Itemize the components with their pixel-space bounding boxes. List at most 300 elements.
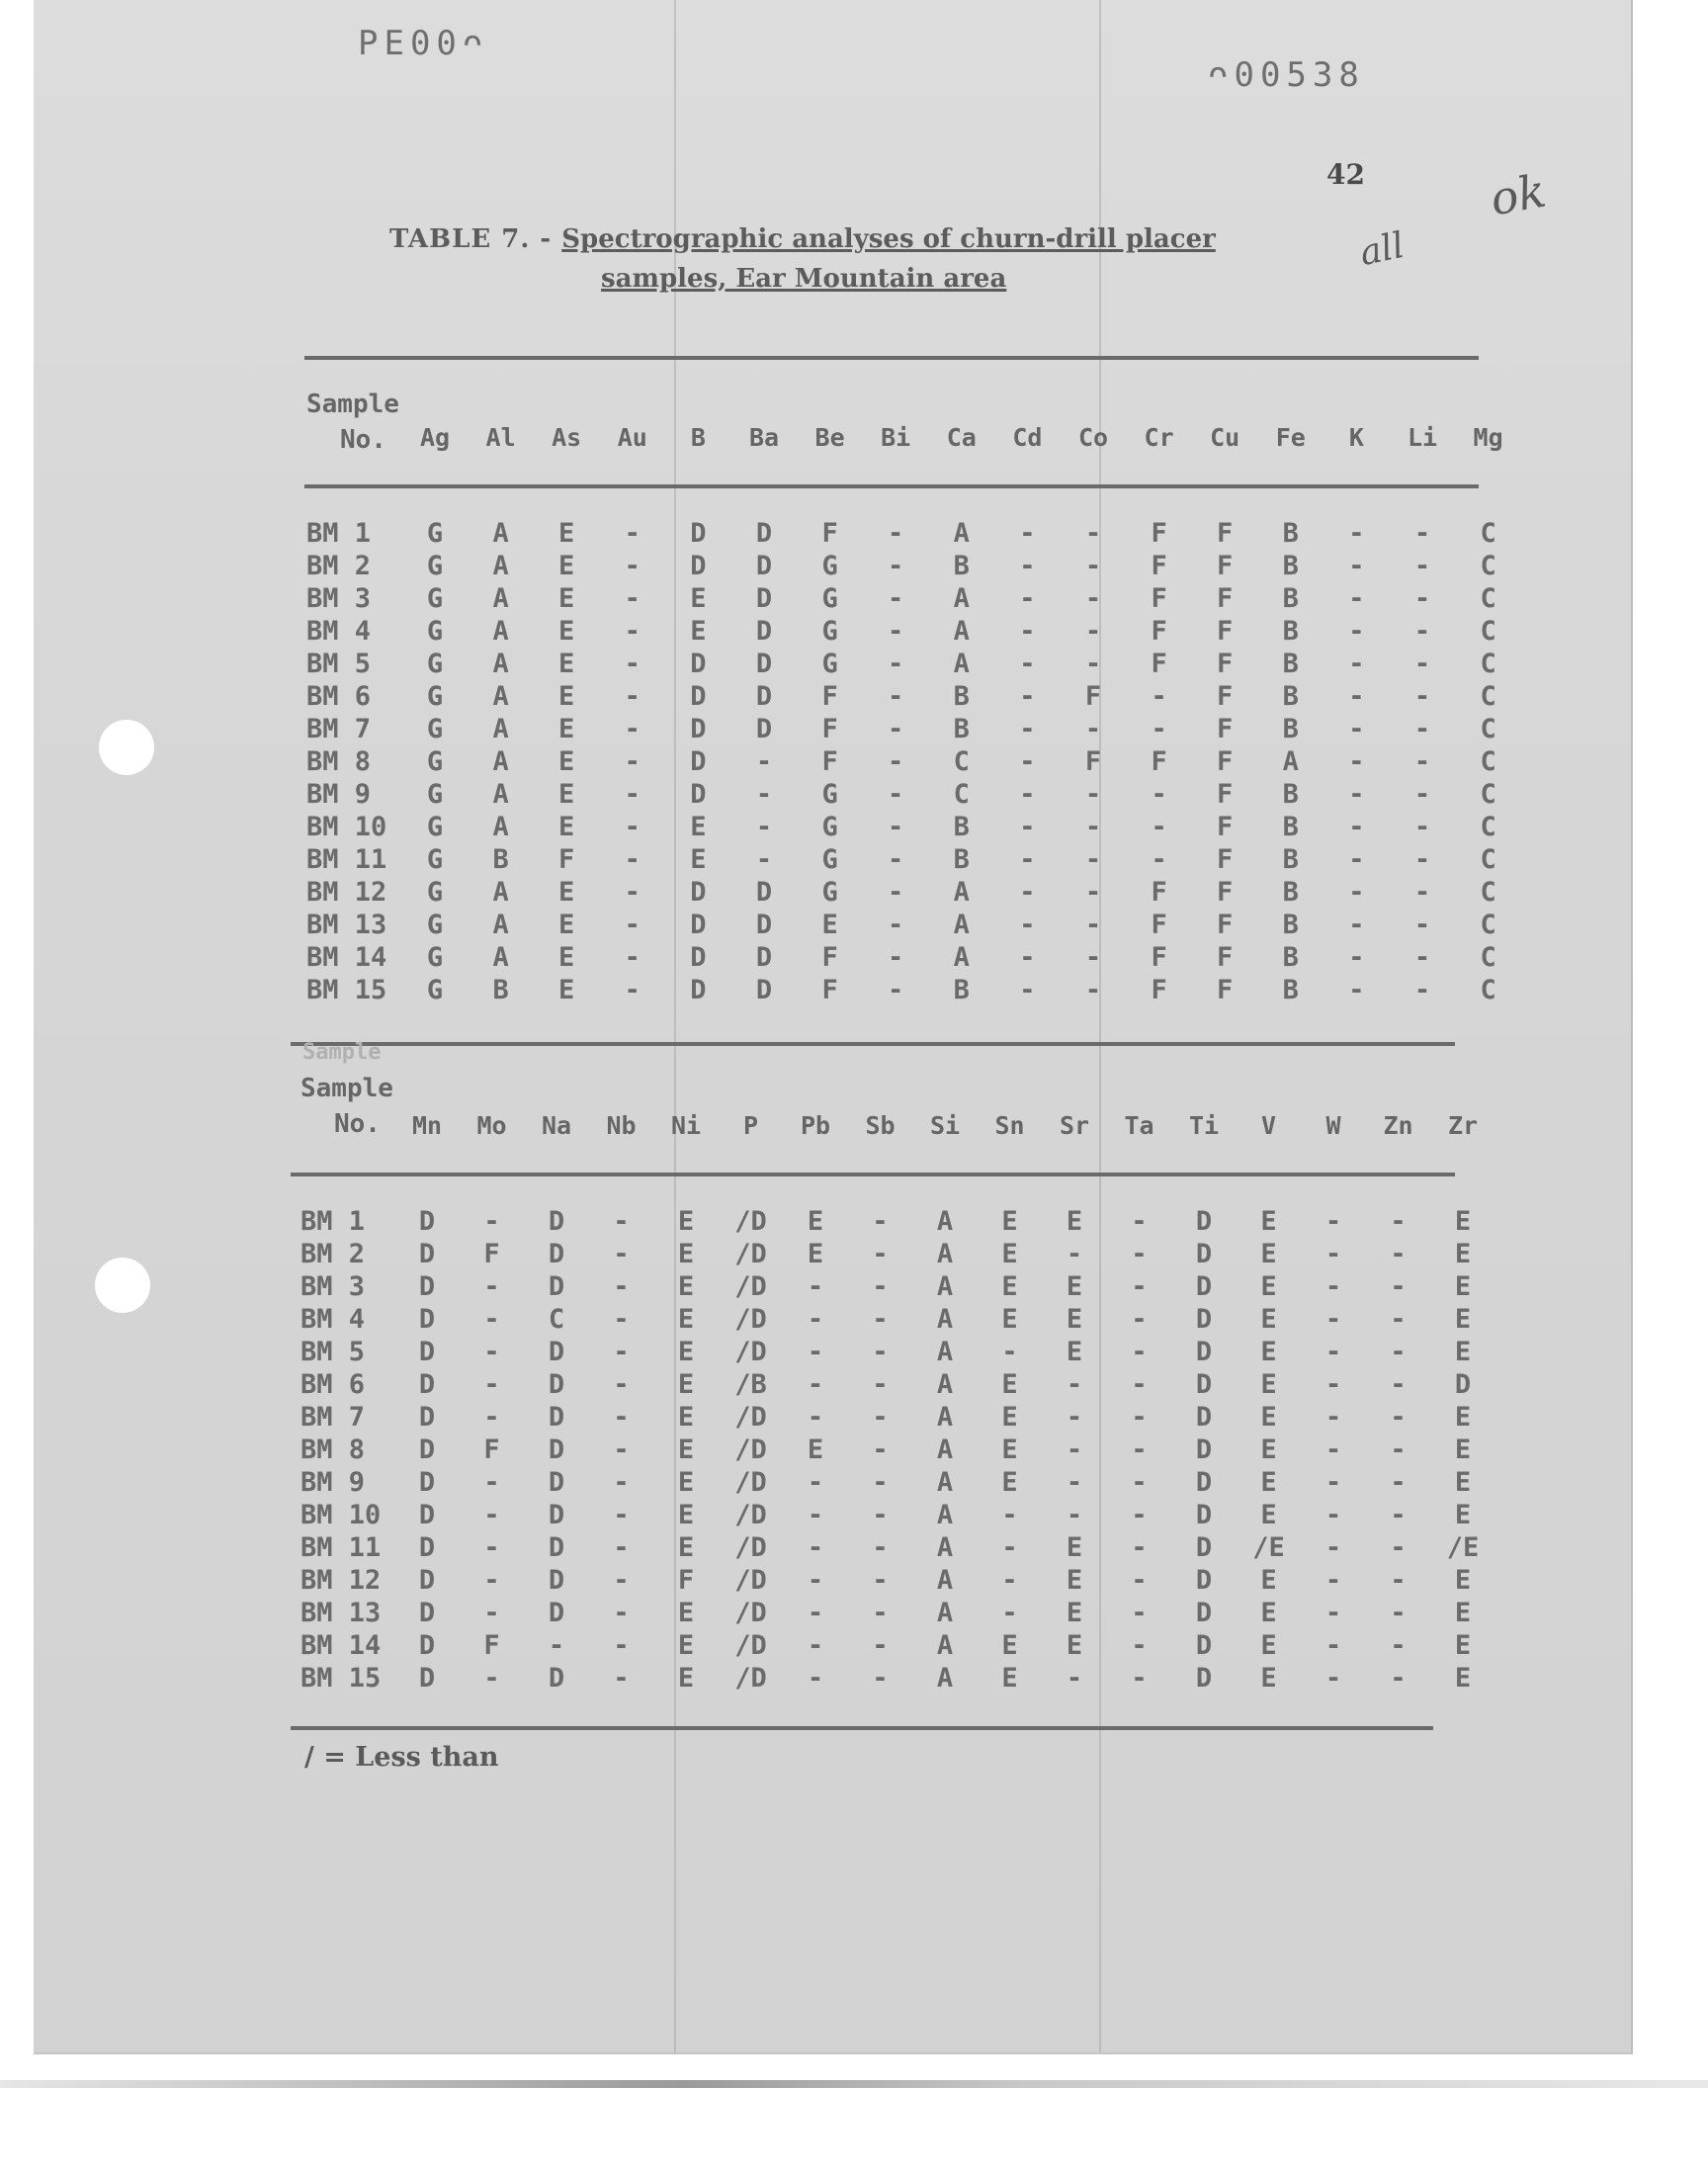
table-cell: - <box>872 1663 889 1694</box>
table-cell: - <box>1348 714 1365 744</box>
table-cell: C <box>1480 616 1496 647</box>
table-cell: - <box>483 1500 500 1530</box>
table-cell: - <box>1324 1565 1342 1596</box>
table-cell: D <box>755 975 773 1005</box>
table-cell: E <box>690 583 707 614</box>
table-row <box>300 1598 1487 1630</box>
table-cell: E <box>677 1369 695 1400</box>
sample-id: BM 11 <box>300 1532 382 1563</box>
table-cell: - <box>1413 877 1431 908</box>
table-cell: - <box>1131 1337 1148 1367</box>
table-cell: - <box>1019 942 1036 973</box>
table-cell: A <box>953 583 970 614</box>
table-cell: - <box>1324 1630 1342 1661</box>
table-cell: C <box>1480 844 1496 875</box>
table-cell: - <box>1019 681 1036 712</box>
table-cell: - <box>1348 649 1365 679</box>
table-cell: - <box>1324 1271 1342 1302</box>
table-cell: - <box>483 1369 500 1400</box>
table-cell: - <box>1019 877 1036 908</box>
table1-col-au: Au <box>617 423 647 452</box>
table-cell: - <box>1324 1532 1342 1563</box>
table-cell: D <box>755 910 773 940</box>
table-row <box>306 583 1496 616</box>
table-cell: A <box>936 1467 954 1498</box>
table2-bottom-rule <box>291 1726 1433 1730</box>
table-cell: - <box>1131 1630 1148 1661</box>
table-cell: A <box>492 583 509 614</box>
table-cell: E <box>677 1239 695 1269</box>
table-cell: F <box>821 746 838 777</box>
sample-id: BM 7 <box>306 714 372 744</box>
table1-col-ca: Ca <box>946 423 977 452</box>
table-cell: D <box>418 1663 436 1694</box>
table-cell: - <box>1348 910 1365 940</box>
table-cell: A <box>936 1435 954 1465</box>
table-cell: - <box>1084 583 1102 614</box>
stamp-number-top-left: PE00ᴖ <box>358 24 489 63</box>
table-cell: F <box>558 844 575 875</box>
table-cell: G <box>821 649 838 679</box>
table-cell: - <box>1390 1271 1407 1302</box>
table-cell: D <box>1195 1565 1213 1596</box>
table-row <box>300 1663 1487 1696</box>
table-cell: - <box>1151 714 1167 744</box>
table-cell: - <box>1019 812 1036 842</box>
table-cell: - <box>1019 746 1036 777</box>
table-cell: B <box>492 844 509 875</box>
sample-id: BM 13 <box>300 1598 382 1628</box>
table-cell: - <box>1413 681 1431 712</box>
sample-id: BM 3 <box>300 1271 366 1302</box>
table-cell: G <box>426 518 444 549</box>
table-cell: - <box>613 1565 630 1596</box>
table-row <box>306 518 1496 551</box>
table-cell: - <box>613 1663 630 1694</box>
table-cell: - <box>1066 1467 1083 1498</box>
table-cell: - <box>483 1467 500 1498</box>
table-cell: - <box>613 1271 630 1302</box>
table-cell: - <box>1390 1500 1407 1530</box>
table-row <box>300 1435 1487 1467</box>
footnote-less-than: / = Less than <box>304 1742 499 1773</box>
table-cell: E <box>1260 1500 1277 1530</box>
table-cell: E <box>1066 1271 1083 1302</box>
table-cell: - <box>1019 583 1036 614</box>
table-cell: F <box>1151 942 1167 973</box>
table-row <box>300 1271 1487 1304</box>
table-cell: B <box>1282 877 1299 908</box>
table-cell: E <box>807 1239 824 1269</box>
table-cell: E <box>558 877 575 908</box>
table-title <box>389 219 1338 299</box>
sample-id: BM 13 <box>306 910 387 940</box>
table-cell: A <box>936 1565 954 1596</box>
table-cell: D <box>690 681 707 712</box>
sample-id: BM 10 <box>300 1500 382 1530</box>
table-cell: D <box>755 616 773 647</box>
table2-sample-label: Sample <box>300 1074 393 1103</box>
table-cell: - <box>1066 1435 1083 1465</box>
table-cell: F <box>1151 910 1167 940</box>
table-cell: B <box>953 551 970 581</box>
handwritten-all: all <box>1356 224 1409 275</box>
table-cell: B <box>1282 779 1299 810</box>
table-cell: E <box>807 1206 824 1237</box>
table-cell: - <box>613 1435 630 1465</box>
table-title-line-1: Spectrographic analyses of churn-drill placer <box>561 224 1216 254</box>
table-cell: D <box>690 942 707 973</box>
table-cell: F <box>483 1239 500 1269</box>
table-cell: - <box>1131 1467 1148 1498</box>
table-cell: G <box>426 942 444 973</box>
table-cell: - <box>624 877 640 908</box>
table2-col-pb: Pb <box>800 1111 831 1140</box>
document-sheet <box>34 0 1633 2054</box>
table-cell: D <box>418 1532 436 1563</box>
scan-edge-bar <box>0 2080 1708 2088</box>
table-cell: - <box>1324 1435 1342 1465</box>
table-cell: - <box>1324 1500 1342 1530</box>
table-cell: - <box>888 583 904 614</box>
table-cell: A <box>936 1663 954 1694</box>
table-cell: B <box>1282 681 1299 712</box>
table-cell: E <box>558 551 575 581</box>
table-cell: F <box>1084 746 1102 777</box>
table2-col-na: Na <box>541 1111 572 1140</box>
table-cell: - <box>483 1271 500 1302</box>
table-cell: - <box>624 844 640 875</box>
table-cell: - <box>1001 1500 1018 1530</box>
table-cell: A <box>492 681 509 712</box>
table1-sample-label: Sample <box>306 390 399 419</box>
table-cell: - <box>1084 779 1102 810</box>
table-cell: - <box>1324 1337 1342 1367</box>
table-cell: F <box>1217 975 1234 1005</box>
table-cell: - <box>1001 1532 1018 1563</box>
sample-id: BM 12 <box>306 877 387 908</box>
table2-ghost-label: Sample <box>302 1040 382 1065</box>
table-cell: - <box>613 1337 630 1367</box>
table-cell: - <box>1131 1402 1148 1433</box>
table-cell: D <box>1195 1304 1213 1335</box>
table-cell: E <box>1001 1630 1018 1661</box>
table-cell: A <box>492 551 509 581</box>
table-cell: - <box>1348 551 1365 581</box>
table-cell: A <box>936 1304 954 1335</box>
table-cell: - <box>1348 779 1365 810</box>
table-cell: B <box>953 812 970 842</box>
table-cell: - <box>807 1402 824 1433</box>
sample-id: BM 6 <box>306 681 372 712</box>
table-cell: E <box>677 1337 695 1367</box>
table-row <box>306 649 1496 681</box>
table-cell: F <box>483 1435 500 1465</box>
table-cell: F <box>821 942 838 973</box>
table-cell: - <box>888 681 904 712</box>
table-cell: /D <box>734 1206 767 1237</box>
table-cell: F <box>1217 877 1234 908</box>
table-cell: G <box>426 681 444 712</box>
table-cell: F <box>1151 616 1167 647</box>
table-cell: E <box>1260 1239 1277 1269</box>
table-cell: D <box>548 1467 565 1498</box>
table-cell: /D <box>734 1271 767 1302</box>
table-cell: - <box>1131 1500 1148 1530</box>
table-cell: /D <box>734 1630 767 1661</box>
table1-col-bi: Bi <box>881 423 911 452</box>
table-cell: - <box>1390 1304 1407 1335</box>
table-cell: F <box>821 518 838 549</box>
punch-hole <box>99 720 154 775</box>
table-cell: - <box>872 1630 889 1661</box>
table1-col-b: B <box>690 423 706 452</box>
table-cell: F <box>821 714 838 744</box>
table-cell: F <box>1084 681 1102 712</box>
sample-id: BM 15 <box>306 975 387 1005</box>
table-cell: F <box>821 681 838 712</box>
table-cell: B <box>953 844 970 875</box>
sample-id: BM 1 <box>306 518 372 549</box>
table-cell: - <box>1390 1630 1407 1661</box>
table-cell: E <box>677 1598 695 1628</box>
table-cell: - <box>1390 1435 1407 1465</box>
table-cell: - <box>1066 1369 1083 1400</box>
table-cell: E <box>558 583 575 614</box>
table-cell: - <box>807 1369 824 1400</box>
table-cell: D <box>690 714 707 744</box>
table-cell: - <box>872 1271 889 1302</box>
table-cell: G <box>821 812 838 842</box>
table-cell: - <box>1348 583 1365 614</box>
table-cell: E <box>1454 1565 1472 1596</box>
sample-id: BM 8 <box>300 1435 366 1465</box>
table-cell: - <box>613 1402 630 1433</box>
table-cell: A <box>936 1271 954 1302</box>
table-cell: - <box>888 942 904 973</box>
table-cell: B <box>1282 844 1299 875</box>
table-cell: - <box>1084 714 1102 744</box>
table-cell: G <box>426 649 444 679</box>
table-cell: - <box>807 1598 824 1628</box>
table-number-label: TABLE 7. - <box>389 224 562 254</box>
table-cell: G <box>426 975 444 1005</box>
table-cell: G <box>426 877 444 908</box>
table-cell: - <box>1348 942 1365 973</box>
table-cell: - <box>1390 1337 1407 1367</box>
table-cell: E <box>690 812 707 842</box>
table-cell: E <box>1066 1630 1083 1661</box>
table-cell: D <box>418 1369 436 1400</box>
table2-col-nb: Nb <box>606 1111 637 1140</box>
table-cell: /D <box>734 1435 767 1465</box>
table-cell: - <box>1413 746 1431 777</box>
table-cell: - <box>1019 714 1036 744</box>
sample-id: BM 2 <box>306 551 372 581</box>
table-cell: E <box>690 616 707 647</box>
table2-col-mo: Mo <box>476 1111 507 1140</box>
table-cell: A <box>936 1239 954 1269</box>
table-cell: E <box>1066 1337 1083 1367</box>
table-cell: - <box>1348 746 1365 777</box>
table-cell: E <box>558 714 575 744</box>
table-cell: E <box>1454 1239 1472 1269</box>
table-cell: E <box>1260 1663 1277 1694</box>
table2-col-w: W <box>1325 1111 1341 1140</box>
table1-col-cd: Cd <box>1012 423 1043 452</box>
table-cell: - <box>1066 1500 1083 1530</box>
table-cell: D <box>690 975 707 1005</box>
table-cell: - <box>483 1304 500 1335</box>
table-cell: - <box>624 714 640 744</box>
table-cell: D <box>1195 1206 1213 1237</box>
table-cell: E <box>821 910 838 940</box>
table-cell: - <box>888 518 904 549</box>
table-row <box>306 616 1496 649</box>
table-cell: D <box>418 1337 436 1367</box>
table-cell: - <box>807 1663 824 1694</box>
table-cell: - <box>755 779 773 810</box>
table-cell: E <box>1001 1304 1018 1335</box>
table-cell: - <box>1413 616 1431 647</box>
table-cell: /D <box>734 1467 767 1498</box>
table-cell: - <box>755 844 773 875</box>
table-cell: - <box>1390 1206 1407 1237</box>
table-cell: - <box>888 844 904 875</box>
table-row <box>300 1630 1487 1663</box>
table-cell: F <box>1217 746 1234 777</box>
table-cell: - <box>624 975 640 1005</box>
table-cell: - <box>1413 714 1431 744</box>
table-cell: E <box>1001 1402 1018 1433</box>
table-cell: E <box>1066 1598 1083 1628</box>
table-cell: - <box>624 583 640 614</box>
table-cell: F <box>1151 518 1167 549</box>
table-cell: A <box>953 942 970 973</box>
table-cell: F <box>1217 779 1234 810</box>
table-cell: D <box>1195 1435 1213 1465</box>
table-cell: B <box>1282 551 1299 581</box>
table-cell: - <box>1324 1598 1342 1628</box>
table-cell: - <box>1019 844 1036 875</box>
table-cell: - <box>1131 1663 1148 1694</box>
table1-no-label: No. <box>340 425 386 455</box>
table-cell: - <box>1131 1369 1148 1400</box>
table-cell: D <box>548 1337 565 1367</box>
table-cell: C <box>1480 975 1496 1005</box>
table-cell: - <box>888 616 904 647</box>
table-cell: E <box>677 1630 695 1661</box>
table-cell: - <box>888 779 904 810</box>
table-cell: E <box>1260 1304 1277 1335</box>
table-cell: D <box>690 779 707 810</box>
table-cell: - <box>1019 518 1036 549</box>
table-cell: E <box>677 1663 695 1694</box>
table-cell: - <box>1348 681 1365 712</box>
table-cell: - <box>1390 1402 1407 1433</box>
table-cell: D <box>418 1630 436 1661</box>
sample-id: BM 5 <box>306 649 372 679</box>
table-cell: F <box>483 1630 500 1661</box>
table-cell: - <box>1413 844 1431 875</box>
table-row <box>300 1532 1487 1565</box>
table-cell: B <box>1282 714 1299 744</box>
table-cell: A <box>492 649 509 679</box>
table-cell: G <box>426 551 444 581</box>
table-cell: D <box>755 649 773 679</box>
table-cell: D <box>690 518 707 549</box>
table-row <box>306 877 1496 910</box>
table-cell: D <box>690 877 707 908</box>
table-cell: E <box>1454 1500 1472 1530</box>
table-cell: G <box>821 551 838 581</box>
table-cell: - <box>1413 779 1431 810</box>
table-cell: /B <box>734 1369 767 1400</box>
table-cell: E <box>558 681 575 712</box>
table-cell: /D <box>734 1663 767 1694</box>
table-cell: D <box>1195 1467 1213 1498</box>
table-cell: F <box>1217 518 1234 549</box>
table-cell: - <box>624 551 640 581</box>
table2-header-rule <box>291 1173 1455 1176</box>
table-cell: - <box>624 616 640 647</box>
table-cell: F <box>1217 616 1234 647</box>
table-cell: - <box>888 551 904 581</box>
sample-id: BM 15 <box>300 1663 382 1694</box>
table-cell: - <box>1151 681 1167 712</box>
table-cell: - <box>872 1337 889 1367</box>
table-cell: D <box>1195 1271 1213 1302</box>
table-cell: A <box>936 1598 954 1628</box>
table-cell: E <box>677 1500 695 1530</box>
table-cell: D <box>690 746 707 777</box>
sample-id: BM 11 <box>306 844 387 875</box>
table-cell: E <box>558 975 575 1005</box>
table-cell: - <box>624 942 640 973</box>
table2-col-sn: Sn <box>994 1111 1025 1140</box>
table-cell: /D <box>734 1402 767 1433</box>
table-cell: E <box>677 1271 695 1302</box>
table-cell: C <box>1480 649 1496 679</box>
table2-col-v: V <box>1260 1111 1277 1140</box>
table-cell: E <box>1001 1467 1018 1498</box>
table2-col-p: P <box>742 1111 759 1140</box>
table-cell: F <box>1151 551 1167 581</box>
table-cell: - <box>1324 1369 1342 1400</box>
table-cell: - <box>1019 616 1036 647</box>
table-cell: F <box>1151 746 1167 777</box>
table-cell: A <box>492 812 509 842</box>
table-row <box>306 812 1496 844</box>
table-cell: G <box>821 616 838 647</box>
table-cell: - <box>1019 779 1036 810</box>
table-cell: E <box>1454 1435 1472 1465</box>
table-cell: A <box>953 877 970 908</box>
table-cell: E <box>807 1435 824 1465</box>
table-cell: - <box>888 649 904 679</box>
table-row <box>300 1500 1487 1532</box>
table-row <box>306 779 1496 812</box>
table-cell: - <box>1084 812 1102 842</box>
table-cell: E <box>1260 1402 1277 1433</box>
table-cell: D <box>418 1467 436 1498</box>
table1-col-cu: Cu <box>1210 423 1240 452</box>
sample-id: BM 4 <box>306 616 372 647</box>
table-cell: B <box>1282 812 1299 842</box>
table-cell: - <box>872 1598 889 1628</box>
table1-col-ag: Ag <box>419 423 451 452</box>
table1-col-k: K <box>1348 423 1364 452</box>
